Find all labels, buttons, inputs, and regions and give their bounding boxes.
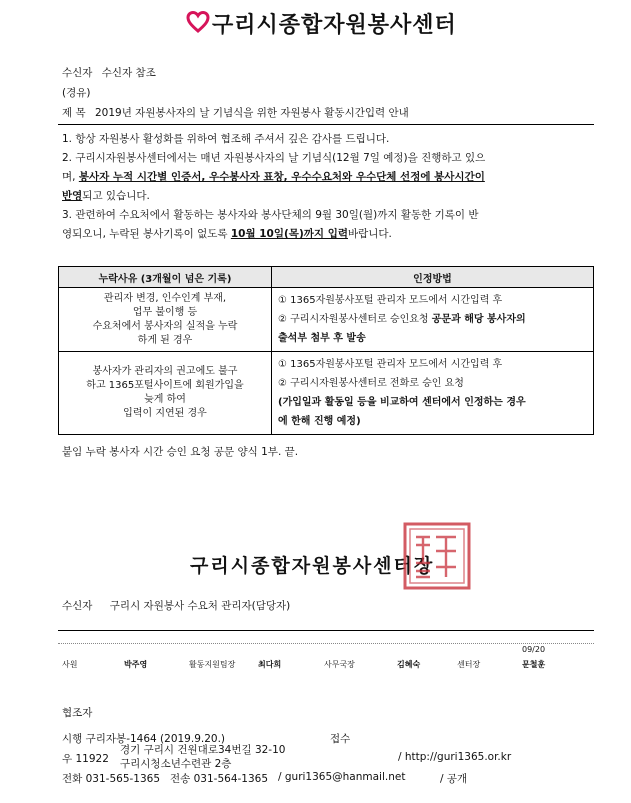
- org-name: 구리시종합자원봉사센터: [212, 13, 457, 38]
- paragraph-2-emphasis: 봉사자 누적 시간별 인증서, 우수봉사자 표창, 우수수요처와 우수단체 선정에 봉사시간이: [78, 171, 485, 183]
- col-method-header: 인정방법: [272, 267, 594, 288]
- subject-label: 제 목: [62, 107, 86, 119]
- recipient-value: 수신자 참조: [101, 67, 156, 79]
- homepage-link[interactable]: / http://guri1365.or.kr: [398, 751, 512, 763]
- via-line: (경유): [62, 87, 91, 99]
- approval-divider: [58, 643, 594, 644]
- approval-date: 09/20: [522, 645, 546, 654]
- footer-divider: [58, 630, 594, 631]
- paragraph-3-line-1: 3. 관련하여 수요처에서 활동하는 봉사자와 봉사단체의 9월 30일(월)까지 활동한 기록이 반: [62, 209, 479, 221]
- paragraph-2-line-2: [62, 168, 485, 187]
- approval-name: 박주영: [124, 660, 148, 669]
- reason-cell: [59, 352, 272, 435]
- recipient-label: 수신자: [62, 67, 93, 79]
- reason-line: 입력이 지연된 경우: [123, 408, 207, 419]
- phone-number: 전화 031-565-1365: [62, 773, 161, 785]
- col-reason-header: 누락사유 (3개월이 넘은 기록): [59, 267, 272, 288]
- method-line: ② 구리시자원봉사센터로 전화로 승인 요청: [278, 378, 464, 389]
- reason-line: 늦게 하여: [144, 394, 186, 405]
- sender-title: 구리시종합자원봉사센터장: [190, 555, 435, 577]
- attachment-note: 붙임 누락 봉사자 시간 승인 요청 공문 양식 1부. 끝.: [62, 446, 299, 458]
- footer-recipient-label: 수신자: [62, 600, 93, 612]
- method-line: [278, 310, 587, 329]
- paragraph-2-emphasis-end: 반영: [62, 190, 83, 202]
- paragraph-3-line-2: [62, 225, 392, 244]
- table-row: [59, 288, 594, 352]
- method-line: (가입일과 활동일 등을 비교하여 센터에서 인정하는 경우: [278, 397, 526, 408]
- header-divider: [58, 124, 594, 125]
- method-line: 출석부 첨부 후 발송: [278, 333, 366, 344]
- method-text: ② 구리시자원봉사센터로 승인요청: [278, 314, 432, 325]
- paragraph-3-prefix: 영되오니, 누락된 봉사기록이 없도록: [62, 228, 231, 240]
- email-address[interactable]: / guri1365@hanmail.net: [278, 771, 406, 783]
- table-row: [59, 352, 594, 435]
- paragraph-2-prefix: 며,: [62, 171, 79, 183]
- reason-line: 봉사자가 관리자의 권고에도 불구: [92, 366, 238, 377]
- address: [120, 743, 285, 771]
- footer-recipient-value: 구리시 자원봉사 수요처 관리자(담당자): [109, 600, 291, 612]
- reason-line: 하고 1365포털사이트에 회원가입을: [86, 380, 244, 391]
- subject-line: [62, 105, 409, 120]
- paragraph-3-suffix: 바랍니다.: [347, 228, 392, 240]
- method-emphasis: 공문과 해당 봉사자의: [431, 314, 526, 325]
- reason-line: 관리자 변경, 인수인계 부재,: [103, 292, 227, 304]
- deadline-emphasis: 10월 10일(목)까지 입력: [230, 228, 348, 240]
- approval-role: 사원: [62, 660, 78, 669]
- approval-name: 문철훈: [522, 660, 546, 669]
- paragraph-2-line-1: 2. 구리시자원봉사센터에서는 매년 자원봉사자의 날 기념식(12월 7일 예정)을 진행하고 있으: [62, 152, 486, 164]
- table-header-row: [59, 267, 594, 288]
- paragraph-2-rest: 되고 있습니다.: [82, 190, 150, 202]
- approval-role: 센터장: [457, 660, 481, 669]
- method-cell: [272, 288, 594, 352]
- fax-number: 전송 031-564-1365: [170, 773, 269, 785]
- reason-line: 수요처에서 봉사자의 실적을 누락: [92, 320, 238, 332]
- reason-line: 업무 불이행 등: [132, 306, 198, 318]
- cooperator-label: 협조자: [62, 707, 93, 719]
- approval-name: 최다희: [258, 660, 282, 669]
- paragraph-1: 1. 항상 자원봉사 활성화를 위하여 협조해 주셔서 깊은 감사를 드립니다.: [62, 133, 390, 145]
- reason-cell: [59, 288, 272, 352]
- approval-name: 김혜숙: [397, 660, 421, 669]
- zip-code: 우 11922: [62, 753, 109, 765]
- method-line: ① 1365자원봉사포털 관리자 모드에서 시간입력 후: [278, 359, 503, 370]
- recipient-line: [62, 65, 156, 80]
- address-line: 구리시청소년수련관 2층: [120, 758, 232, 770]
- method-line: 에 한해 진행 예정): [278, 416, 361, 427]
- approval-role: 사무국장: [324, 660, 355, 669]
- subject-value: 2019년 자원봉사자의 날 기념식을 위한 자원봉사 활동시간입력 안내: [94, 107, 409, 119]
- missing-record-table: [58, 266, 594, 435]
- receipt-label: 접수: [330, 733, 351, 745]
- address-line: 경기 구리시 건원대로34번길 32-10: [120, 744, 286, 756]
- footer-recipient-line: [62, 598, 290, 613]
- approval-role: 활동지원팀장: [189, 660, 236, 669]
- disclosure-status: / 공개: [440, 773, 468, 785]
- method-line: ① 1365자원봉사포털 관리자 모드에서 시간입력 후: [278, 295, 503, 306]
- method-cell: [272, 352, 594, 435]
- document-number: 시행 구리자봉-1464 (2019.9.20.): [62, 733, 226, 745]
- reason-line: 하게 된 경우: [137, 334, 193, 346]
- paragraph-2-line-3: [62, 187, 150, 206]
- official-seal: [402, 521, 472, 591]
- heart-logo-icon: [186, 10, 210, 34]
